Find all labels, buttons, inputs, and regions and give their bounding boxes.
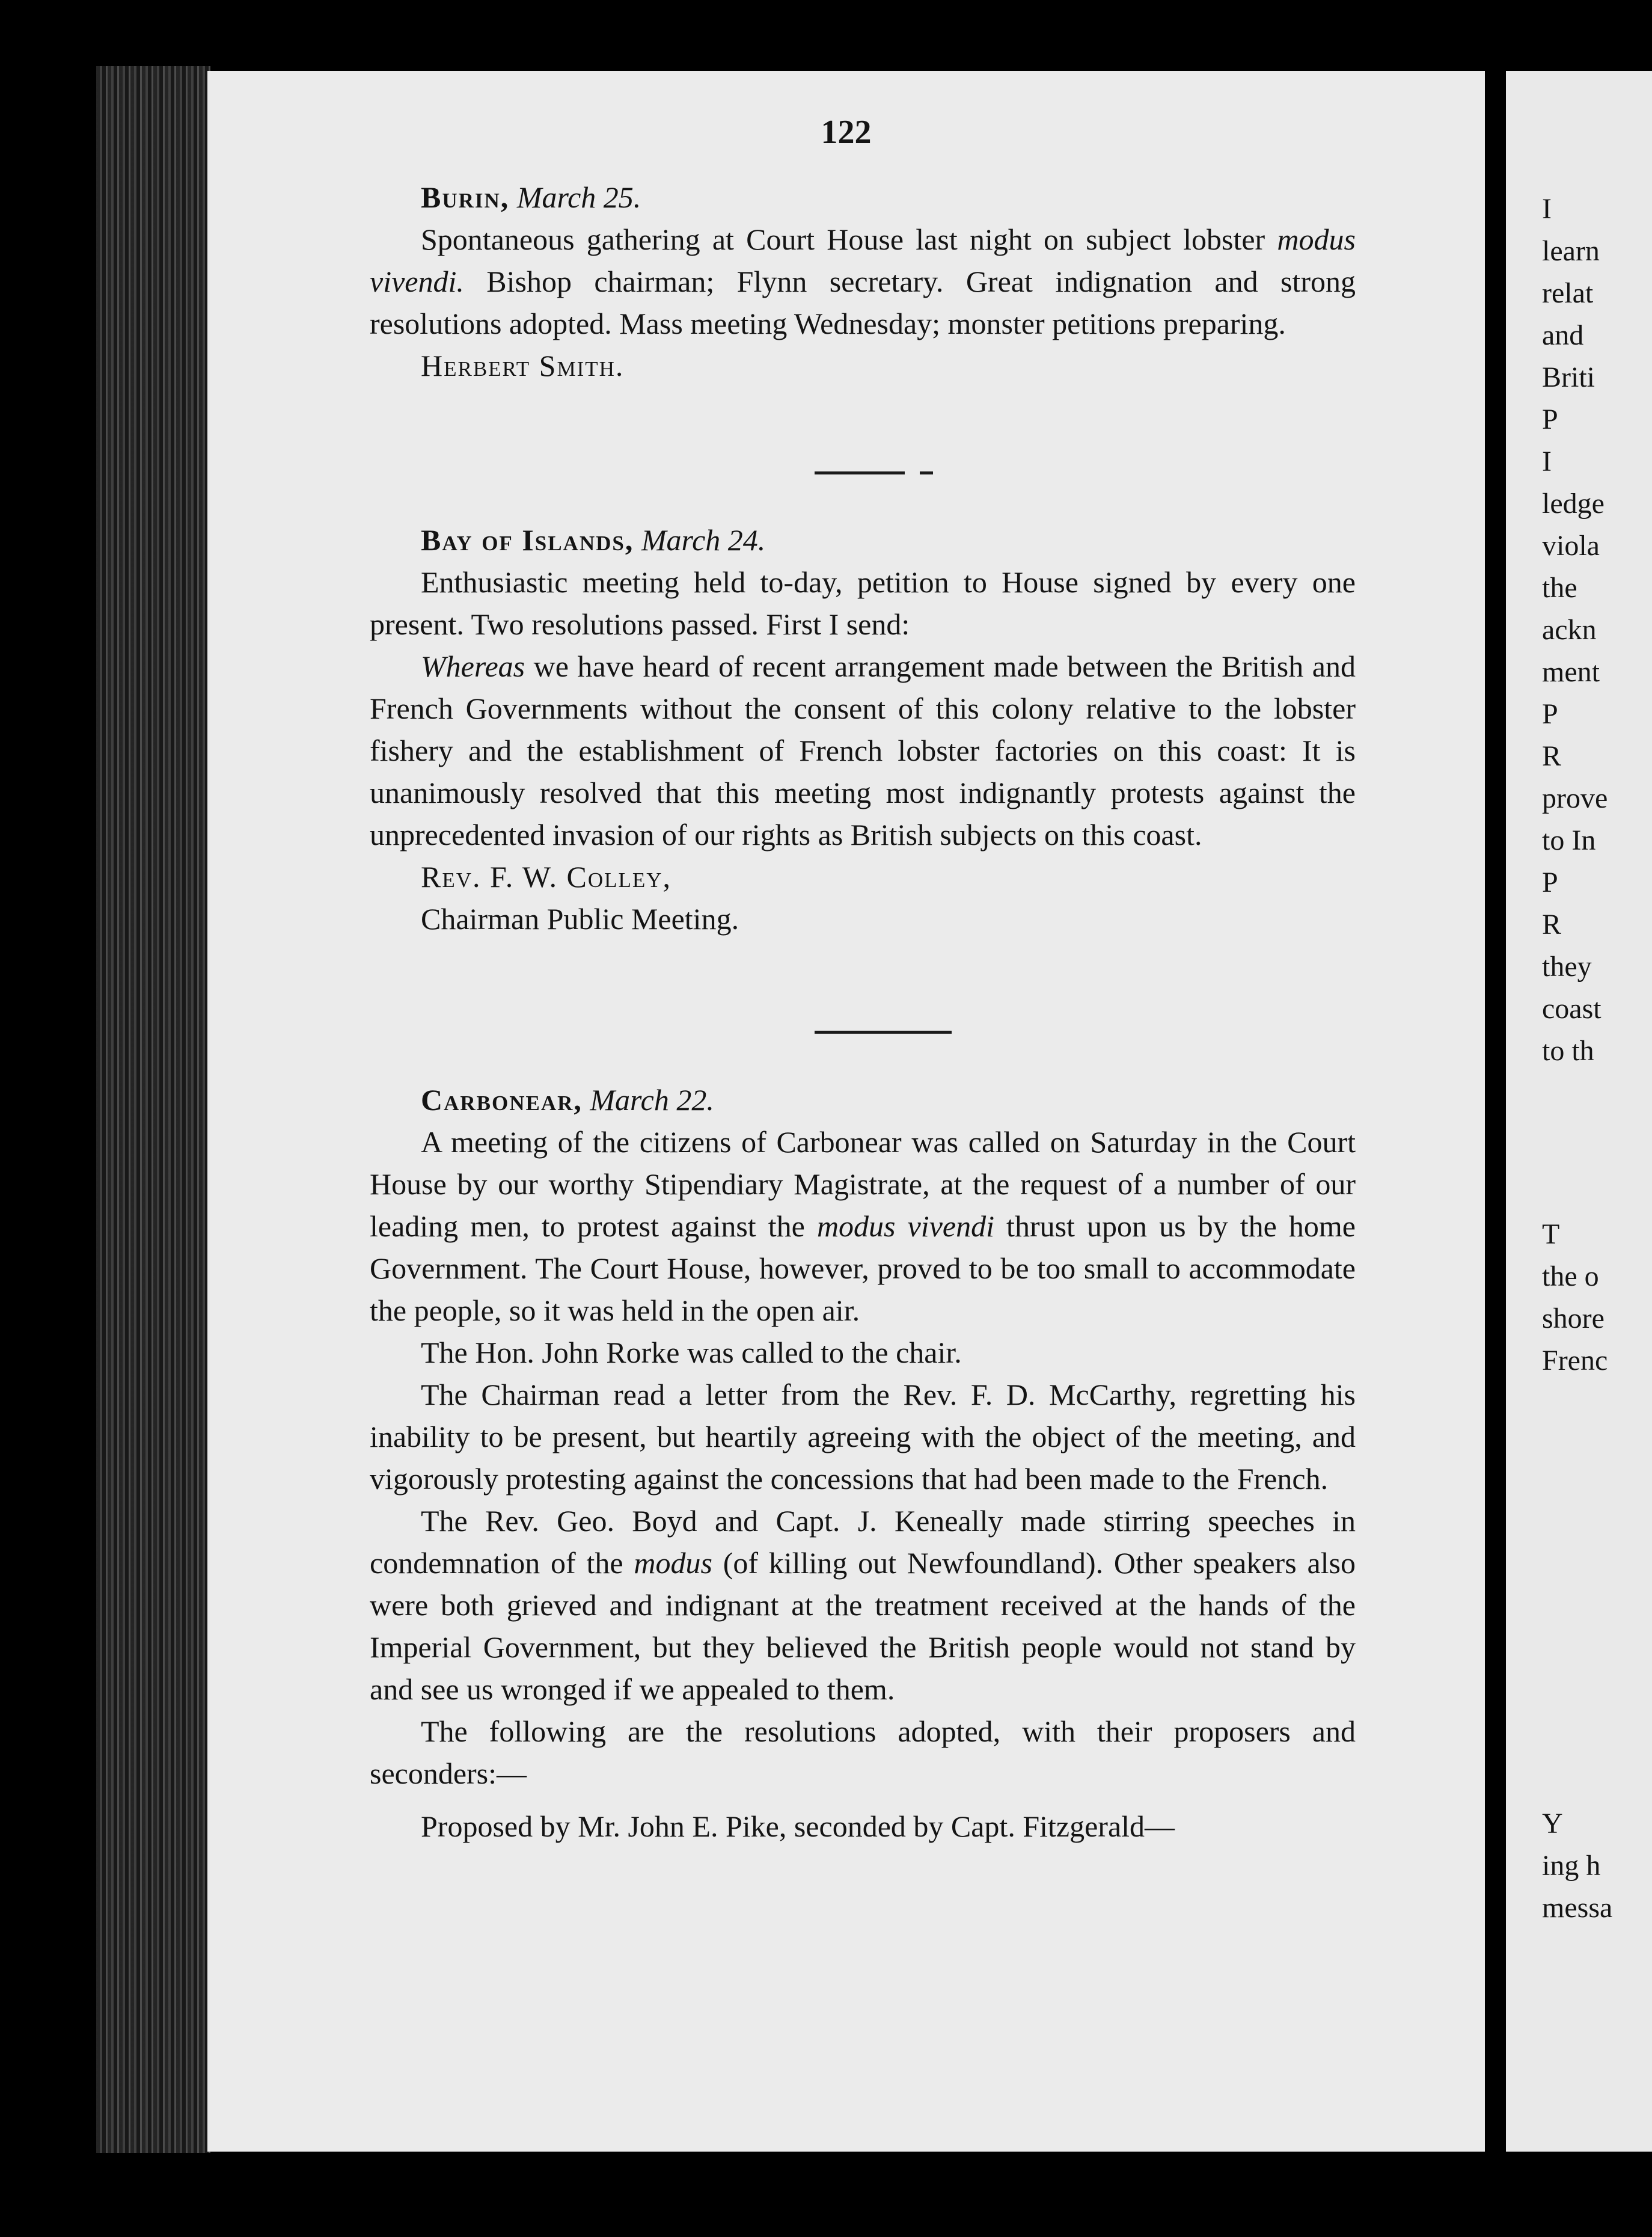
next-page-fragment: P [1542,867,1558,898]
carbonear-paragraph-3: The Chairman read a letter from the Rev. F. D. McCarthy, regretting his inability to be present, but heartily agreeing with the object of the meeting, and vigorously protesting against the concessions that had been made to the French. [370,1378,1356,1496]
document-page [207,71,1485,2152]
next-page-fragment: the [1542,572,1577,604]
section-divider-1 [815,471,905,474]
next-page-fragment: I [1542,446,1552,477]
next-page-fragment: ledge [1542,488,1605,520]
burin-section [370,176,1356,387]
carbonear-p1-italic: modus vivendi [816,1209,994,1243]
bay-of-islands-intro: Enthusiastic meeting held to-day, petition to House signed by every one present. Two resolutions passed. First I send: [370,565,1356,641]
next-page-fragment: they [1542,951,1592,983]
burin-body [370,218,1356,345]
next-page-fragment: relat [1542,277,1594,309]
next-page-fragment: prove [1542,782,1608,814]
carbonear-p1-text-1: A meeting of the citizens of Carbonear was called on Saturday in the Court House by our worthy Stipendiary Magistrate, at the request of a number of our leading men, to protest against the [370,1125,1356,1243]
bay-of-islands-date: March 24. [641,523,766,557]
next-page-fragment: I [1542,193,1552,225]
next-page-fragment: and [1542,319,1584,351]
carbonear-paragraph-6: Proposed by Mr. John E. Pike, seconded by Capt. Fitzgerald— [421,1809,1175,1843]
burin-body-text-2: Bishop chairman; Flynn secretary. Great indignation and strong resolutions adopted. Mass meeting Wednesday; monster petitions preparing. [370,265,1356,340]
next-page-fragment: ing h [1542,1850,1601,1882]
carbonear-place: Carbonear, [421,1083,583,1117]
carbonear-p4-italic: modus [634,1546,712,1580]
next-page-fragment: viola [1542,530,1600,562]
next-page-fragment: ackn [1542,614,1597,646]
carbonear-p1-text-2: thrust upon us by the home Government. The Court House, however, proved to be too small to accommodate the people, so it was held in the open air. [370,1209,1356,1327]
carbonear-p4-text-2: (of killing out Newfoundland). Other speakers also were both grieved and indignant at the treatment received at the hands of the Imperial Government, but they believed the British people would not stand by and see us wronged if we appealed to them. [370,1546,1356,1706]
section-divider-1-dash [920,471,933,474]
adjacent-page-edge [1506,71,1652,2152]
next-page-fragment: coast [1542,993,1602,1025]
resolution-whereas: Whereas [421,649,525,683]
next-page-fragment: R [1542,909,1562,941]
burin-signature: Herbert Smith. [421,349,625,382]
next-page-fragment: Y [1542,1808,1563,1840]
bay-of-islands-signature-title: Chairman Public Meeting. [421,902,739,936]
bay-of-islands-resolution [370,645,1356,856]
carbonear-paragraph-1 [370,1121,1356,1331]
next-page-fragment: P [1542,698,1558,730]
burin-dateline [370,176,1356,218]
next-page-fragment: P [1542,404,1558,435]
burin-place: Burin, [421,180,510,214]
carbonear-section [370,1079,1356,1847]
section-divider-2 [815,1031,952,1034]
carbonear-date: March 22. [590,1083,714,1117]
next-page-fragment: learn [1542,235,1600,267]
carbonear-paragraph-5: The following are the resolutions adopted, with their proposers and seconders:— [370,1714,1356,1790]
carbonear-paragraph-4 [370,1500,1356,1710]
burin-date: March 25. [516,180,641,214]
next-page-fragment: shore [1542,1303,1605,1334]
next-page-fragment: the o [1542,1260,1599,1292]
page-number: 122 [821,114,872,151]
burin-body-italic: modus vivendi. [370,222,1356,298]
bay-of-islands-dateline [370,519,1356,561]
bay-of-islands-section [370,519,1356,940]
next-page-fragment: to In [1542,824,1596,856]
bay-of-islands-signature-name: Rev. F. W. Colley, [421,860,672,894]
next-page-fragment: T [1542,1218,1560,1250]
next-page-fragment: Frenc [1542,1345,1608,1376]
resolution-text: we have heard of recent arrangement made between the British and French Governments without the consent of this colony relative to the lobster fishery and the establishment of French lobster factories on this coast: It is unanimously resolved that this meeting most indignantly protests against the unprecedented invasion of our rights as British subjects on this coast. [370,649,1356,852]
next-page-fragment: messa [1542,1892,1613,1924]
next-page-fragment: ment [1542,656,1600,688]
burin-body-text-1: Spontaneous gathering at Court House last night on subject lobster [421,222,1277,256]
carbonear-paragraph-2: The Hon. John Rorke was called to the chair. [421,1336,962,1369]
next-page-fragment: Briti [1542,361,1595,393]
carbonear-p4-text-1: The Rev. Geo. Boyd and Capt. J. Keneally made stirring speeches in condemnation of the [370,1504,1356,1580]
next-page-fragment: R [1542,740,1562,772]
bay-of-islands-place: Bay of Islands, [421,523,634,557]
book-spine [96,66,210,2153]
next-page-fragment: to th [1542,1035,1594,1067]
carbonear-dateline [370,1079,1356,1121]
